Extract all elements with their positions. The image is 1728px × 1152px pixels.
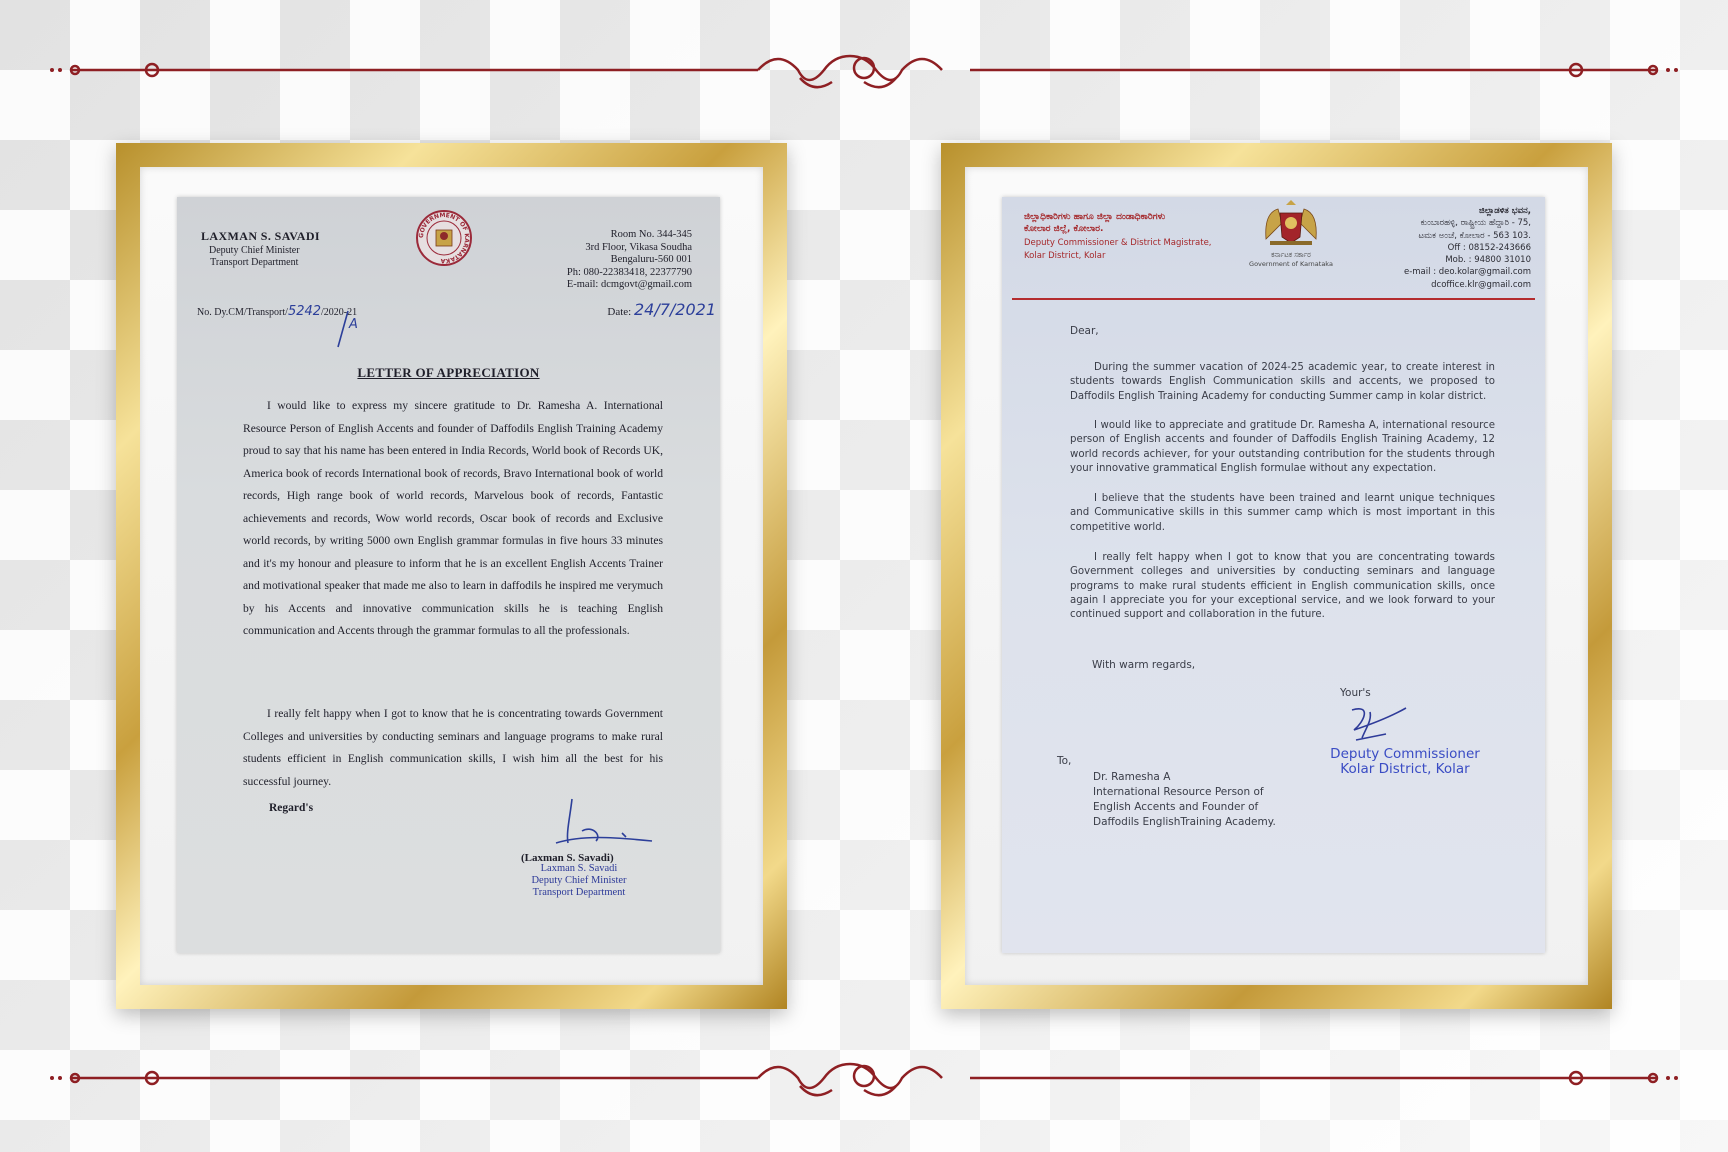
letter-paragraph-1: During the summer vacation of 2024-25 academic year, to create interest in students towards English Communication skills and accents, we proposed to Daffodils English Training Academy for conducting Summer camp in kolar district. [1070,362,1495,402]
office-line-2: Kolar District, Kolar [1024,251,1106,261]
letter-paragraph-2: I really felt happy when I got to know that he is concentrating towards Government Colleges and universities by conducting seminars and language programs to make rural students efficient in English communication skills, I wish him all the best for his successful journey. [243,707,663,788]
ref-prefix: No. Dy.CM/Transport/ [197,307,288,318]
appreciation-letter-dy-cm [177,197,720,953]
seal-text: GOVERNMENT OF KARNATAKA [417,211,471,265]
stamp-line-1: Deputy Commissioner [1330,746,1480,762]
address-kannada-line-2: ಕುಂಬಾರಹಳ್ಳಿ, ರಾಷ್ಟ್ರೀಯ ಹೆದ್ದಾರಿ - 75, [1420,218,1531,229]
signature-icon [552,797,662,852]
designation-line-1: Deputy Chief Minister [209,245,300,256]
addressee-line: Dr. Ramesha A [1093,771,1171,783]
date-value: 24/7/2021 [633,300,716,319]
addressee-line: Daffodils EnglishTraining Academy. [1093,816,1276,828]
handwritten-slash [330,309,360,349]
emblem-caption-english: Government of Karnataka [1249,260,1333,268]
sender-address [567,229,692,292]
office-line-1: Deputy Commissioner & District Magistrate, [1024,238,1212,248]
letterhead-divider [1012,298,1535,300]
date-label: Date: [607,306,632,318]
letter-paragraph-3: I believe that the students have been trained and learnt unique techniques and Communicative skills in this summer camp which is most important in this competitive world. [1070,493,1495,533]
karnataka-emblem-icon [1260,199,1322,247]
salutation: Dear, [1070,325,1099,337]
stamp-line-1: Laxman S. Savadi [540,863,618,874]
address-line: Ph: 080-22383418, 22377790 [566,266,692,278]
regards: Regard's [269,802,314,814]
address-line: Bengaluru-560 001 [610,254,692,265]
addressee [1093,770,1276,830]
address-line: Room No. 344-345 [610,229,692,240]
government-seal-icon [415,209,473,267]
designation-line-2: Transport Department [210,257,299,268]
stamp-line-2: Deputy Chief Minister [531,875,627,886]
right-frame-mat [965,167,1588,985]
letter-date [607,300,716,319]
office-name-kannada [1024,211,1165,235]
bottom-ornament [0,1048,1728,1108]
yours: Your's [1340,687,1371,699]
letter-paragraph-4: I really felt happy when I got to know that you are concentrating towards Government colleges and universities by conducting seminars and language programs to make rural students efficient in English communication skills, once again I appreciate you for your exceptional service, and we look forward to your continued support and collaboration in the future. [1070,552,1495,621]
office-name-english [1024,237,1212,263]
letter-title: LETTER OF APPRECIATION [357,365,540,380]
addressee-line: International Resource Person of [1093,786,1264,798]
sender-name: LAXMAN S. SAVADI [201,229,320,243]
left-gold-frame [116,143,787,1009]
office-kannada-line-2: ಕೋಲಾರ ಜಿಲ್ಲೆ, ಕೋಲಾರ. [1024,224,1104,234]
office-phone: Off : 08152-243666 [1447,242,1531,253]
signature-icon [1342,702,1412,750]
official-stamp [521,863,637,899]
stamp-line-2: Kolar District, Kolar [1340,761,1470,777]
stamp-line-3: Transport Department [532,887,626,898]
left-frame-mat [140,167,763,985]
appreciation-letter-dc-kolar [1002,197,1545,953]
address-kannada-line-3: ಟಮಕ ಅಂಚೆ, ಕೋಲಾರ - 563 103. [1418,230,1531,241]
address-line: E-mail: dcmgovt@gmail.com [566,279,692,290]
email-1: e-mail : deo.kolar@gmail.com [1403,267,1531,278]
office-address [1404,205,1531,291]
addressee-line: English Accents and Founder of [1093,801,1259,813]
ref-handwritten: 5242 [287,304,322,319]
right-gold-frame [941,143,1612,1009]
mobile-number: Mob. : 94800 31010 [1445,255,1531,266]
top-ornament [0,40,1728,100]
ref-extra: A [349,317,358,332]
address-kannada-line-1: ಜಿಲ್ಲಾಡಳಿತ ಭವನ, [1479,206,1531,216]
official-stamp [1320,747,1490,777]
email-2: dcoffice.klr@gmail.com [1431,279,1531,290]
letter-paragraph-2: I would like to appreciate and gratitude Dr. Ramesha A, international resource person of English accents and founder of Daffodils English Training Academy, 12 world records achiever, for your outstanding contribution for the students through your innovative grammatical English formulae without any expectation. [1070,420,1495,474]
address-line: 3rd Floor, Vikasa Soudha [585,241,692,253]
office-kannada-line-1: ಜಿಲ್ಲಾಧಿಕಾರಿಗಳು ಹಾಗೂ ಜಿಲ್ಲಾ ದಂಡಾಧಿಕಾರಿಗಳು [1024,212,1166,222]
emblem-caption-kannada: ಕರ್ನಾಟಕ ಸರ್ಕಾರ [1271,251,1311,259]
letter-paragraph-1: I would like to express my sincere gratitude to Dr. Ramesha A. International Resource Person of English Accents and founder of Daffodils English Training Academy proud to say that his name has been entered in India Records, World book of Records UK, America book of records International book of records, Bravo International book of world records, High range book of world records, Marvelous book of records, Fantastic achievements and records, Wow world records, Oscar book of records and Exclusive world records, by writing 5000 own English grammar formulas in five hours 33 minutes and it's my honour and pleasure to inform that he is an excellent English Accents Trainer and motivational speaker that made me also to learn in daffodils he inspired me verymuch by his Accents and innovative communication skills he is teaching English communication and Accents through the grammar formulas to all the professionals. [243,399,663,637]
ref-suffix: /2020-21 [321,307,358,318]
to-label: To, [1057,755,1072,767]
closing: With warm regards, [1092,659,1196,671]
signatory-name: (Laxman S. Savadi) [521,852,614,864]
sender-designation [209,245,300,269]
